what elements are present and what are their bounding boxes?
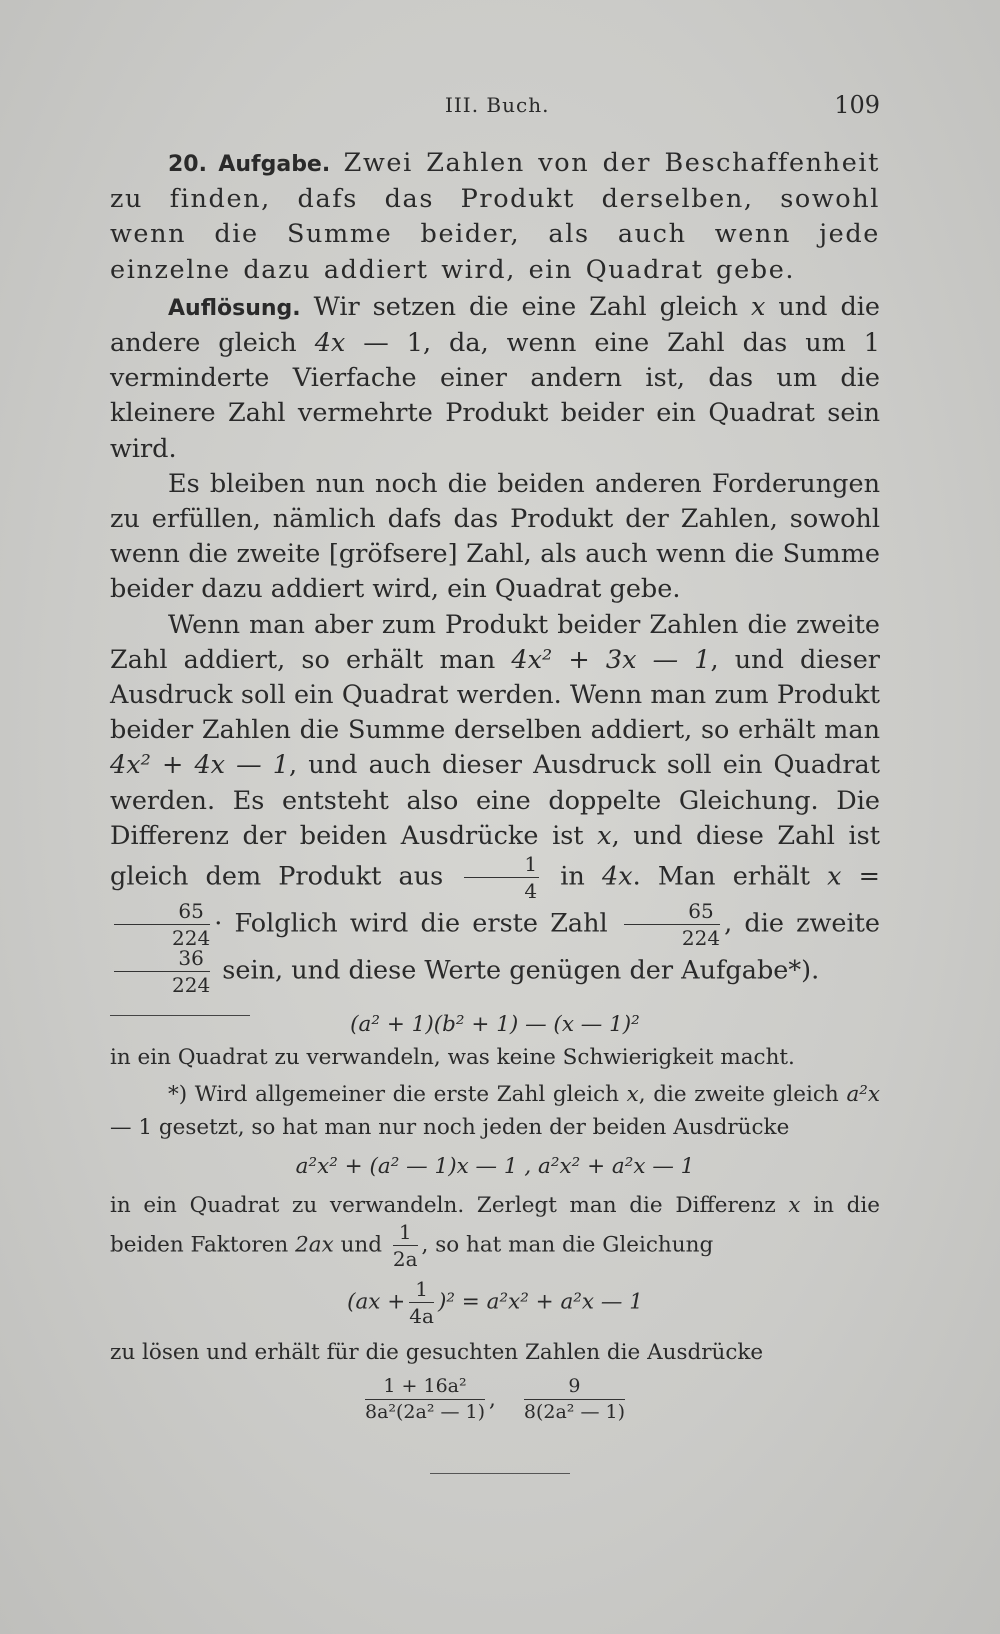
math-expr: x = [827, 861, 881, 892]
math-var: x [751, 291, 766, 322]
numerator: 65 [114, 901, 210, 925]
math-expr: )² = a²x² + a²x — 1 [437, 1289, 643, 1315]
text-run: — 1 gesetzt, so hat man nur noch jeden der beiden Ausdrücke [110, 1115, 790, 1141]
math-expr: 4x [601, 861, 633, 892]
numerator: 1 [393, 1222, 418, 1246]
fraction-quarter [464, 852, 539, 904]
denominator: 8a²(2a² — 1) [364, 1401, 486, 1424]
footnote-formula-1 [110, 1150, 880, 1183]
footnote-formula-2 [110, 1277, 880, 1329]
text-run: Wir setzen die eine Zahl gleich [313, 291, 751, 322]
footnote-formula-0 [110, 1008, 880, 1041]
numerator: 36 [114, 948, 210, 972]
denominator: 4 [524, 879, 538, 904]
denominator: 224 [172, 973, 211, 998]
body-text [110, 146, 880, 1422]
text-run: — 1, da, wenn eine Zahl das um 1 verminderte Vierfache einer andern ist, das um die kleinere Zahl vermehrte Produkt beider ein Quadrat sein wird. [110, 328, 880, 464]
math-var: x [626, 1082, 639, 1108]
text-run: , die zweite [724, 908, 881, 939]
numerator: 9 [524, 1377, 625, 1400]
math-expr: 4x² + 3x — 1 [511, 644, 711, 675]
denominator: 2a [392, 1247, 418, 1272]
text-run: in [543, 861, 602, 892]
denominator: 224 [172, 926, 211, 951]
solution-paragraph-3 [110, 608, 881, 998]
result-second-number [524, 1377, 625, 1422]
end-rule [430, 1473, 570, 1474]
text-run: sein, und diese Werte genügen der Aufgabe*). [214, 955, 820, 986]
denominator: 8(2a² — 1) [523, 1401, 626, 1424]
text-run: , und auch dieser Ausdruck soll ein Quadrat werden. Es entsteht also eine doppelte Gleichung. Die Differenz der beiden Ausdrücke ist [110, 750, 880, 851]
fraction-one-over-2a [392, 1220, 418, 1272]
numerator: 65 [624, 901, 720, 925]
math-expr: a²x² + (a² — 1)x — 1 , a²x² + a²x — 1 [295, 1154, 695, 1180]
solution-paragraph-1 [110, 290, 880, 467]
denominator: 224 [681, 926, 721, 951]
math-var: x [788, 1193, 801, 1219]
denominator: 4a [409, 1304, 434, 1329]
fraction-x-value [114, 899, 211, 951]
problem-statement: Zwei Zahlen von der Beschaffenheit zu finden, dafs das Produkt derselben, sowohl wenn die Summe beider, als auch wenn jede einzelne dazu addiert wird, ein Quadrat gebe. [110, 148, 880, 285]
page-header [110, 93, 880, 127]
footnote-results [110, 1377, 880, 1422]
math-expr: (a² + 1)(b² + 1) — (x — 1)² [350, 1012, 640, 1038]
numerator: 1 [464, 854, 539, 878]
text-run: Wenn man aber zum Produkt beider Zahlen die zweite Zahl addiert, so erhält man [110, 609, 880, 675]
text-run: , und diese Zahl ist gleich dem Produkt aus [110, 820, 880, 892]
text-run: , so hat man die Gleichung [421, 1232, 714, 1258]
separator: , [489, 1386, 496, 1412]
fraction-one-over-4a [409, 1277, 434, 1329]
footnote-continuation: in ein Quadrat zu verwandeln, was keine Schwierigkeit macht. [110, 1045, 795, 1071]
math-expr: 2ax [295, 1232, 334, 1258]
numerator: 1 [409, 1279, 434, 1303]
text-run: in die beiden Faktoren [110, 1193, 880, 1258]
math-expr: 4x [314, 328, 346, 359]
solution-label: Auflösung. [168, 295, 301, 321]
numerator: 1 + 16a² [365, 1377, 485, 1400]
math-var: x [597, 820, 612, 851]
problem-label: 20. Aufgabe. [168, 152, 331, 177]
text-run: , und dieser Ausdruck soll ein Quadrat werden. Wenn man zum Produkt beider Zahlen die Summe derselben addiert, so erhält man [110, 644, 880, 746]
running-title: III. Buch. [445, 93, 550, 117]
footnote-paragraph-2 [110, 1189, 880, 1272]
text-run: in ein Quadrat zu verwandeln. Zerlegt man die Differenz [110, 1193, 789, 1219]
math-expr: 4x² + 4x — 1 [110, 750, 290, 781]
text-run: · Folglich wird die erste Zahl [214, 908, 620, 939]
result-first-number [365, 1377, 485, 1422]
solution-paragraph-2: Es bleiben nun noch die beiden anderen Forderungen zu erfüllen, nämlich dafs das Produkt der Zahlen, sowohl wenn die zweite [gröfsere] Zahl, als auch wenn die Summe beider dazu addiert wird, ein Quadrat gebe. [110, 468, 880, 605]
fraction-second-number [114, 946, 211, 998]
problem-paragraph [110, 146, 880, 288]
footnote-paragraph [110, 1078, 880, 1144]
text-run: , die zweite gleich [638, 1082, 847, 1108]
footnote-paragraph-3: zu lösen und erhält für die gesuchten Zahlen die Ausdrücke [110, 1340, 764, 1366]
text-run: *) Wird allgemeiner die erste Zahl gleich [168, 1082, 627, 1108]
math-expr: a²x [846, 1082, 880, 1108]
page-number: 109 [834, 91, 880, 119]
fraction-first-number [624, 899, 721, 951]
text-run: und [333, 1232, 389, 1258]
text-run: und die andere gleich [110, 291, 881, 359]
math-expr: (ax + [347, 1289, 406, 1315]
text-run: . Man erhält [632, 861, 828, 892]
footnote-block [110, 1008, 880, 1422]
